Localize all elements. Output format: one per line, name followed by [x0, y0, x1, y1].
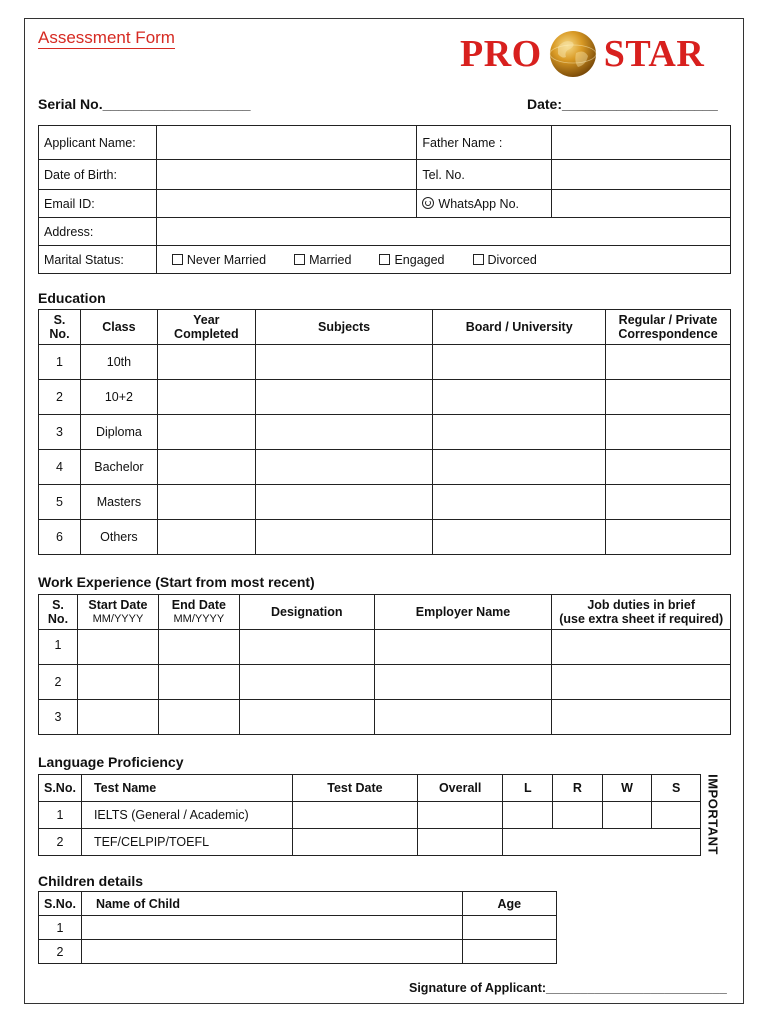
applicant-table — [38, 125, 731, 274]
language-table — [38, 774, 701, 856]
whatsapp-icon — [422, 197, 434, 209]
address-label: Address: — [39, 218, 157, 246]
education-col-sno: S. No. — [39, 310, 81, 345]
address-input[interactable] — [156, 218, 730, 246]
work-col-start: Start Date MM/YYYY — [77, 595, 158, 630]
table-row: 1 IELTS (General / Academic) — [39, 802, 701, 829]
education-col-year: Year Completed — [157, 310, 255, 345]
table-row: 1 — [39, 630, 731, 665]
tel-label: Tel. No. — [417, 160, 552, 190]
work-col-sno: S. No. — [39, 595, 78, 630]
table-row: 2 — [39, 665, 731, 700]
table-row: 2 10+2 — [39, 380, 731, 415]
whatsapp-label-cell — [417, 190, 552, 218]
whatsapp-label: WhatsApp No. — [438, 196, 520, 211]
table-row: 2 TEF/CELPIP/TOEFL — [39, 829, 701, 856]
children-col-name: Name of Child — [81, 892, 462, 916]
table-row: 6 Others — [39, 520, 731, 555]
checkbox-icon[interactable] — [172, 254, 183, 265]
dob-label: Date of Birth: — [39, 160, 157, 190]
applicant-name-label: Applicant Name: — [39, 126, 157, 160]
logo-text-left: PRO — [460, 33, 542, 75]
father-name-label: Father Name : — [417, 126, 552, 160]
form-title: Assessment Form — [38, 28, 175, 47]
checkbox-icon[interactable] — [473, 254, 484, 265]
table-row: 4 Bachelor — [39, 450, 731, 485]
work-col-duties: Job duties in brief (use extra sheet if required) — [552, 595, 731, 630]
checkbox-icon[interactable] — [294, 254, 305, 265]
education-heading: Education — [38, 290, 106, 306]
language-col-s: S — [652, 775, 701, 802]
work-experience-heading: Work Experience (Start from most recent) — [38, 574, 315, 590]
serial-number-field[interactable]: Serial No.___________________ — [38, 96, 251, 112]
marital-status-options — [156, 246, 730, 274]
globe-icon — [548, 29, 598, 79]
checkbox-icon[interactable] — [379, 254, 390, 265]
language-col-sno: S.No. — [39, 775, 82, 802]
education-table — [38, 309, 731, 555]
signature-field[interactable]: Signature of Applicant:__________________________ — [409, 981, 727, 995]
marital-status-label: Marital Status: — [39, 246, 157, 274]
table-row: 5 Masters — [39, 485, 731, 520]
language-heading: Language Proficiency — [38, 754, 184, 770]
work-col-employer: Employer Name — [374, 595, 552, 630]
marital-option[interactable]: Engaged — [379, 253, 444, 267]
marital-option[interactable]: Never Married — [172, 253, 266, 267]
dob-input[interactable] — [156, 160, 417, 190]
whatsapp-input[interactable] — [552, 190, 731, 218]
tel-input[interactable] — [552, 160, 731, 190]
table-row: 3 Diploma — [39, 415, 731, 450]
father-name-input[interactable] — [552, 126, 731, 160]
work-experience-table — [38, 594, 731, 735]
language-col-overall: Overall — [417, 775, 503, 802]
company-logo — [460, 28, 704, 80]
applicant-name-input[interactable] — [156, 126, 417, 160]
language-col-w: W — [602, 775, 652, 802]
table-row: 1 10th — [39, 345, 731, 380]
education-col-subjects: Subjects — [255, 310, 433, 345]
education-col-regular: Regular / Private Correspondence — [606, 310, 731, 345]
children-col-age: Age — [462, 892, 556, 916]
important-note: IMPORTANT — [705, 774, 721, 855]
email-label: Email ID: — [39, 190, 157, 218]
logo-text-right: STAR — [603, 33, 705, 75]
table-row: 3 — [39, 700, 731, 735]
children-table — [38, 891, 557, 964]
education-col-class: Class — [80, 310, 157, 345]
language-col-date: Test Date — [292, 775, 417, 802]
language-col-test: Test Name — [81, 775, 292, 802]
table-row: 1 — [39, 916, 557, 940]
children-heading: Children details — [38, 873, 144, 889]
email-input[interactable] — [156, 190, 417, 218]
date-field[interactable]: Date:____________________ — [527, 96, 718, 112]
children-col-sno: S.No. — [39, 892, 82, 916]
table-row: 2 — [39, 940, 557, 964]
marital-option[interactable]: Married — [294, 253, 351, 267]
marital-option[interactable]: Divorced — [473, 253, 537, 267]
language-col-l: L — [503, 775, 553, 802]
language-col-r: R — [553, 775, 603, 802]
work-col-designation: Designation — [239, 595, 374, 630]
work-col-end: End Date MM/YYYY — [158, 595, 239, 630]
education-col-board: Board / University — [433, 310, 606, 345]
